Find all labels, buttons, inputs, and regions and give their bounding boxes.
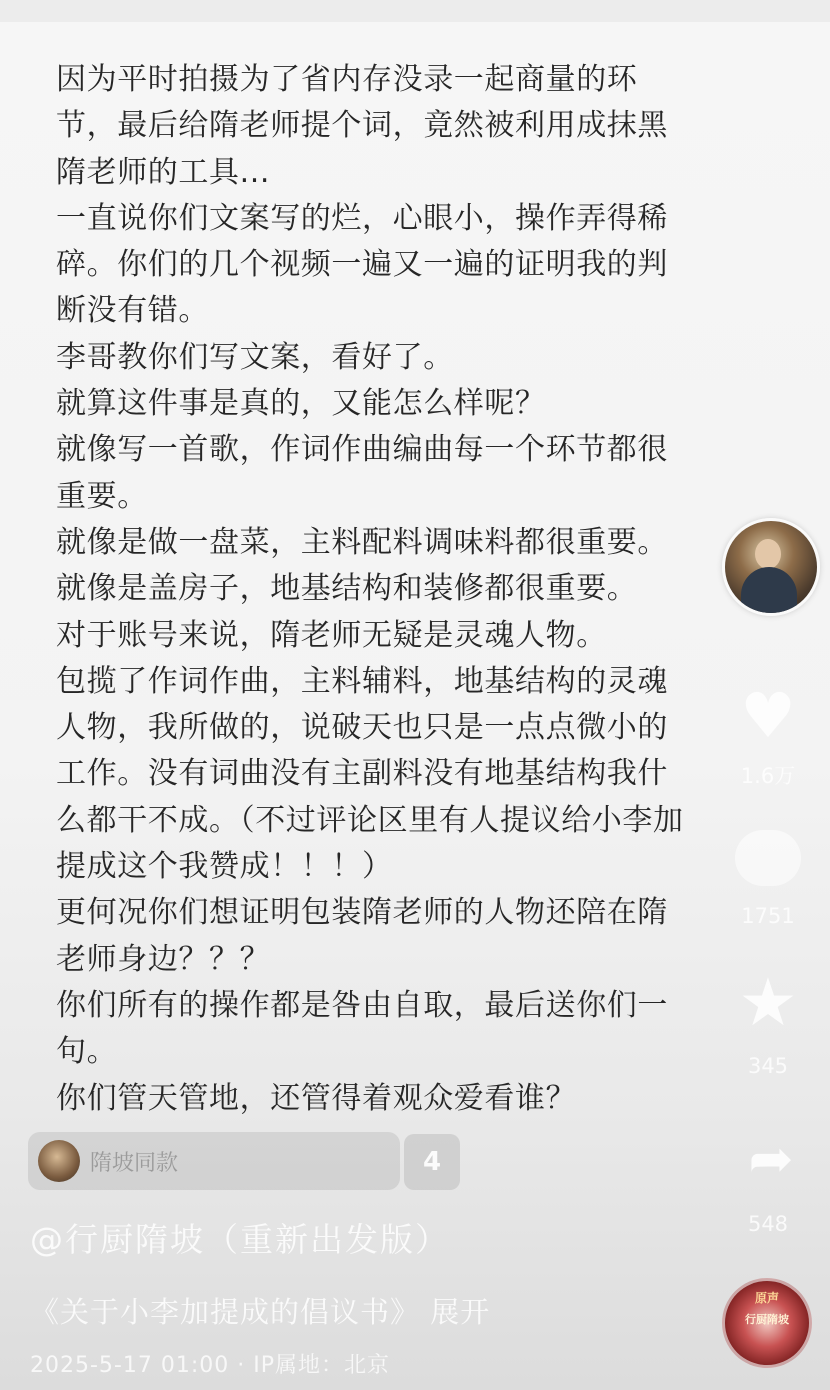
text-line: 碎。你们的几个视频一遍又一遍的证明我的判	[56, 247, 668, 283]
share-icon[interactable]: ➦	[748, 1127, 794, 1190]
text-line: 节，最后给隋老师提个词，竟然被利用成抹黑	[56, 108, 668, 144]
text-line: 就像是做一盘菜，主料配料调味料都很重要。	[56, 524, 668, 560]
heart-icon[interactable]: ♥	[740, 679, 796, 752]
text-line: 么都干不成。（不过评论区里有人提议给小李加	[56, 802, 684, 838]
share-count: 548	[747, 1212, 789, 1236]
text-line: 隋老师的工具...	[56, 154, 271, 190]
favorite-count: 345	[747, 1054, 789, 1078]
music-disc[interactable]	[722, 1278, 812, 1368]
text-line: 断没有错。	[56, 293, 209, 329]
video-description[interactable]: 《关于小李加提成的倡议书》 展开	[30, 1295, 491, 1329]
text-line: 工作。没有词曲没有主副料没有地基结构我什	[56, 756, 668, 792]
text-line: 就算这件事是真的，又能怎么样呢？	[56, 386, 546, 422]
pill-text: 隋坡同款	[90, 1151, 179, 1176]
text-line: 你们所有的操作都是咎由自取，最后送你们一	[56, 987, 668, 1023]
text-line: 句。	[56, 1034, 118, 1070]
text-line: 人物，我所做的，说破天也只是一点点微小的	[56, 710, 668, 746]
text-line: 对于账号来说，隋老师无疑是灵魂人物。	[56, 617, 607, 653]
text-line: 一直说你们文案写的烂，心眼小，操作弄得稀	[56, 200, 668, 236]
pill-avatar	[38, 1140, 80, 1182]
text-line: 老师身边？？？	[56, 941, 271, 977]
text-line: 就像写一首歌，作词作曲编曲每一个环节都很	[56, 432, 668, 468]
author-name[interactable]: @行厨隋坡（重新出发版）	[30, 1220, 450, 1259]
text-line: 更何况你们想证明包装隋老师的人物还陪在隋	[56, 895, 668, 931]
like-count: 1.6万	[740, 764, 796, 788]
text-line: 你们管天管地，还管得着观众爱看谁？	[56, 1080, 577, 1116]
post-date-location: 2025-5-17 01:00 · IP属地：北京	[30, 1353, 390, 1378]
star-icon[interactable]: ★	[738, 964, 798, 1041]
comment-count: 1751	[741, 904, 795, 928]
music-disc-sub: 原声	[754, 1291, 779, 1305]
text-line: 包揽了作词作曲，主料辅料，地基结构的灵魂	[56, 663, 668, 699]
text-line: 李哥教你们写文案，看好了。	[56, 339, 454, 375]
post-text	[56, 57, 776, 1122]
related-pill[interactable]	[28, 1132, 400, 1190]
text-line: 因为平时拍摄为了省内存没录一起商量的环	[56, 62, 638, 97]
music-disc-label: 行厨隋坡	[745, 1313, 789, 1326]
text-line: 就像是盖房子，地基结构和装修都很重要。	[56, 571, 638, 607]
pill-badge[interactable]: 4	[404, 1134, 460, 1190]
text-line: 重要。	[56, 478, 148, 514]
text-line: 提成这个我赞成！！！）	[56, 849, 393, 885]
